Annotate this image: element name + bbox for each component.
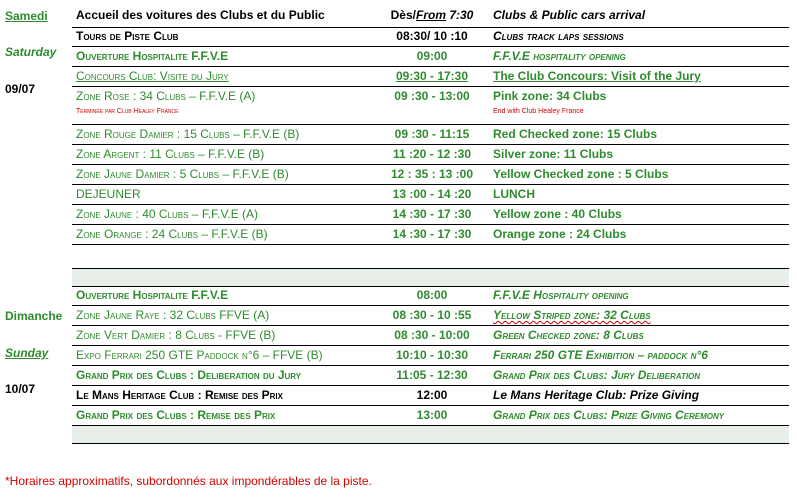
table-row: DEJEUNER 13 :00 - 14 :20 LUNCH <box>72 185 789 205</box>
table-footer-band <box>72 426 789 444</box>
table-row: Zone Vert Damier : 8 Clubs - FFVE (B) 08 :30 - 10:00 Green Checked zone: 8 Clubs <box>72 326 789 346</box>
header-col-activity: Accueil des voitures des Clubs et du Public <box>76 8 325 22</box>
day-saturday-fr: Samedi <box>5 9 48 23</box>
date-sunday: 10/07 <box>5 382 36 396</box>
table-row: Tours de Piste Club 08:30/ 10 :10 Clubs track laps sessions <box>72 27 789 47</box>
table-row: Concours Club: Visite du Jury 09:30 - 17:30 The Club Concours: Visit of the Jury <box>72 67 789 87</box>
header-col-time: Dès/From 7:30 <box>390 8 474 22</box>
table-row: Ouverture Hospitalite F.F.V.E 09:00 F.F.V.E hospitality opening <box>72 47 789 67</box>
table-row: Zone Jaune Raye : 32 Clubs FFVE (A) 08 :30 - 10 :55 Yellow Striped zone: 32 Clubs <box>72 306 789 326</box>
table-row: Zone Rose : 34 Clubs – F.F.V.E (A) Terminée par Club Healey France 09 :30 - 13:00 Pink zone: 34 Clubs End with Club Healey France <box>72 87 789 125</box>
header-row <box>72 6 789 28</box>
table-row: Ouverture Hospitalite F.F.V.E 08:00 F.F.V.E Hospitality opening <box>72 286 789 306</box>
table-row: Zone Orange : 24 Clubs – F.F.V.E (B) 14 :30 - 17 :30 Orange zone : 24 Clubs <box>72 225 789 245</box>
table-row: Zone Jaune Damier : 5 Clubs – F.F.V.E (B) 12 : 35 : 13 :00 Yellow Checked zone : 5 Clubs <box>72 165 789 185</box>
day-sunday-fr: Dimanche <box>5 309 63 323</box>
footnote: *Horaires approximatifs, subordonnés aux impondérables de la piste. <box>5 474 372 488</box>
day-sunday-en: Sunday <box>5 346 49 360</box>
table-row: Grand Prix des Clubs : Remise des Prix 13:00 Grand Prix des Clubs: Prize Giving Ceremony <box>72 406 789 426</box>
day-separator <box>72 268 789 287</box>
table-row: Zone Rouge Damier : 15 Clubs – F.F.V.E (B) 09 :30 - 11:15 Red Checked zone: 15 Clubs <box>72 125 789 145</box>
table-row: Expo Ferrari 250 GTE Paddock n°6 – FFVE (B) 10:10 - 10:30 Ferrari 250 GTE Exhibition – paddock n°6 <box>72 346 789 366</box>
header-col-activity-en: Clubs & Public cars arrival <box>493 8 646 22</box>
table-row: Le Mans Heritage Club : Remise des Prix 12:00 Le Mans Heritage Club: Prize Giving <box>72 386 789 406</box>
table-row: Grand Prix des Clubs : Deliberation du Jury 11:05 - 12:30 Grand Prix des Clubs: Jury Deliberation <box>72 366 789 386</box>
day-saturday-en: Saturday <box>5 45 57 59</box>
table-row: Zone Jaune : 40 Clubs – F.F.V.E (A) 14 :30 - 17 :30 Yellow zone : 40 Clubs <box>72 205 789 225</box>
table-row: Zone Argent : 11 Clubs – F.F.V.E (B) 11 :20 - 12 :30 Silver zone: 11 Clubs <box>72 145 789 165</box>
date-saturday: 09/07 <box>5 82 36 96</box>
